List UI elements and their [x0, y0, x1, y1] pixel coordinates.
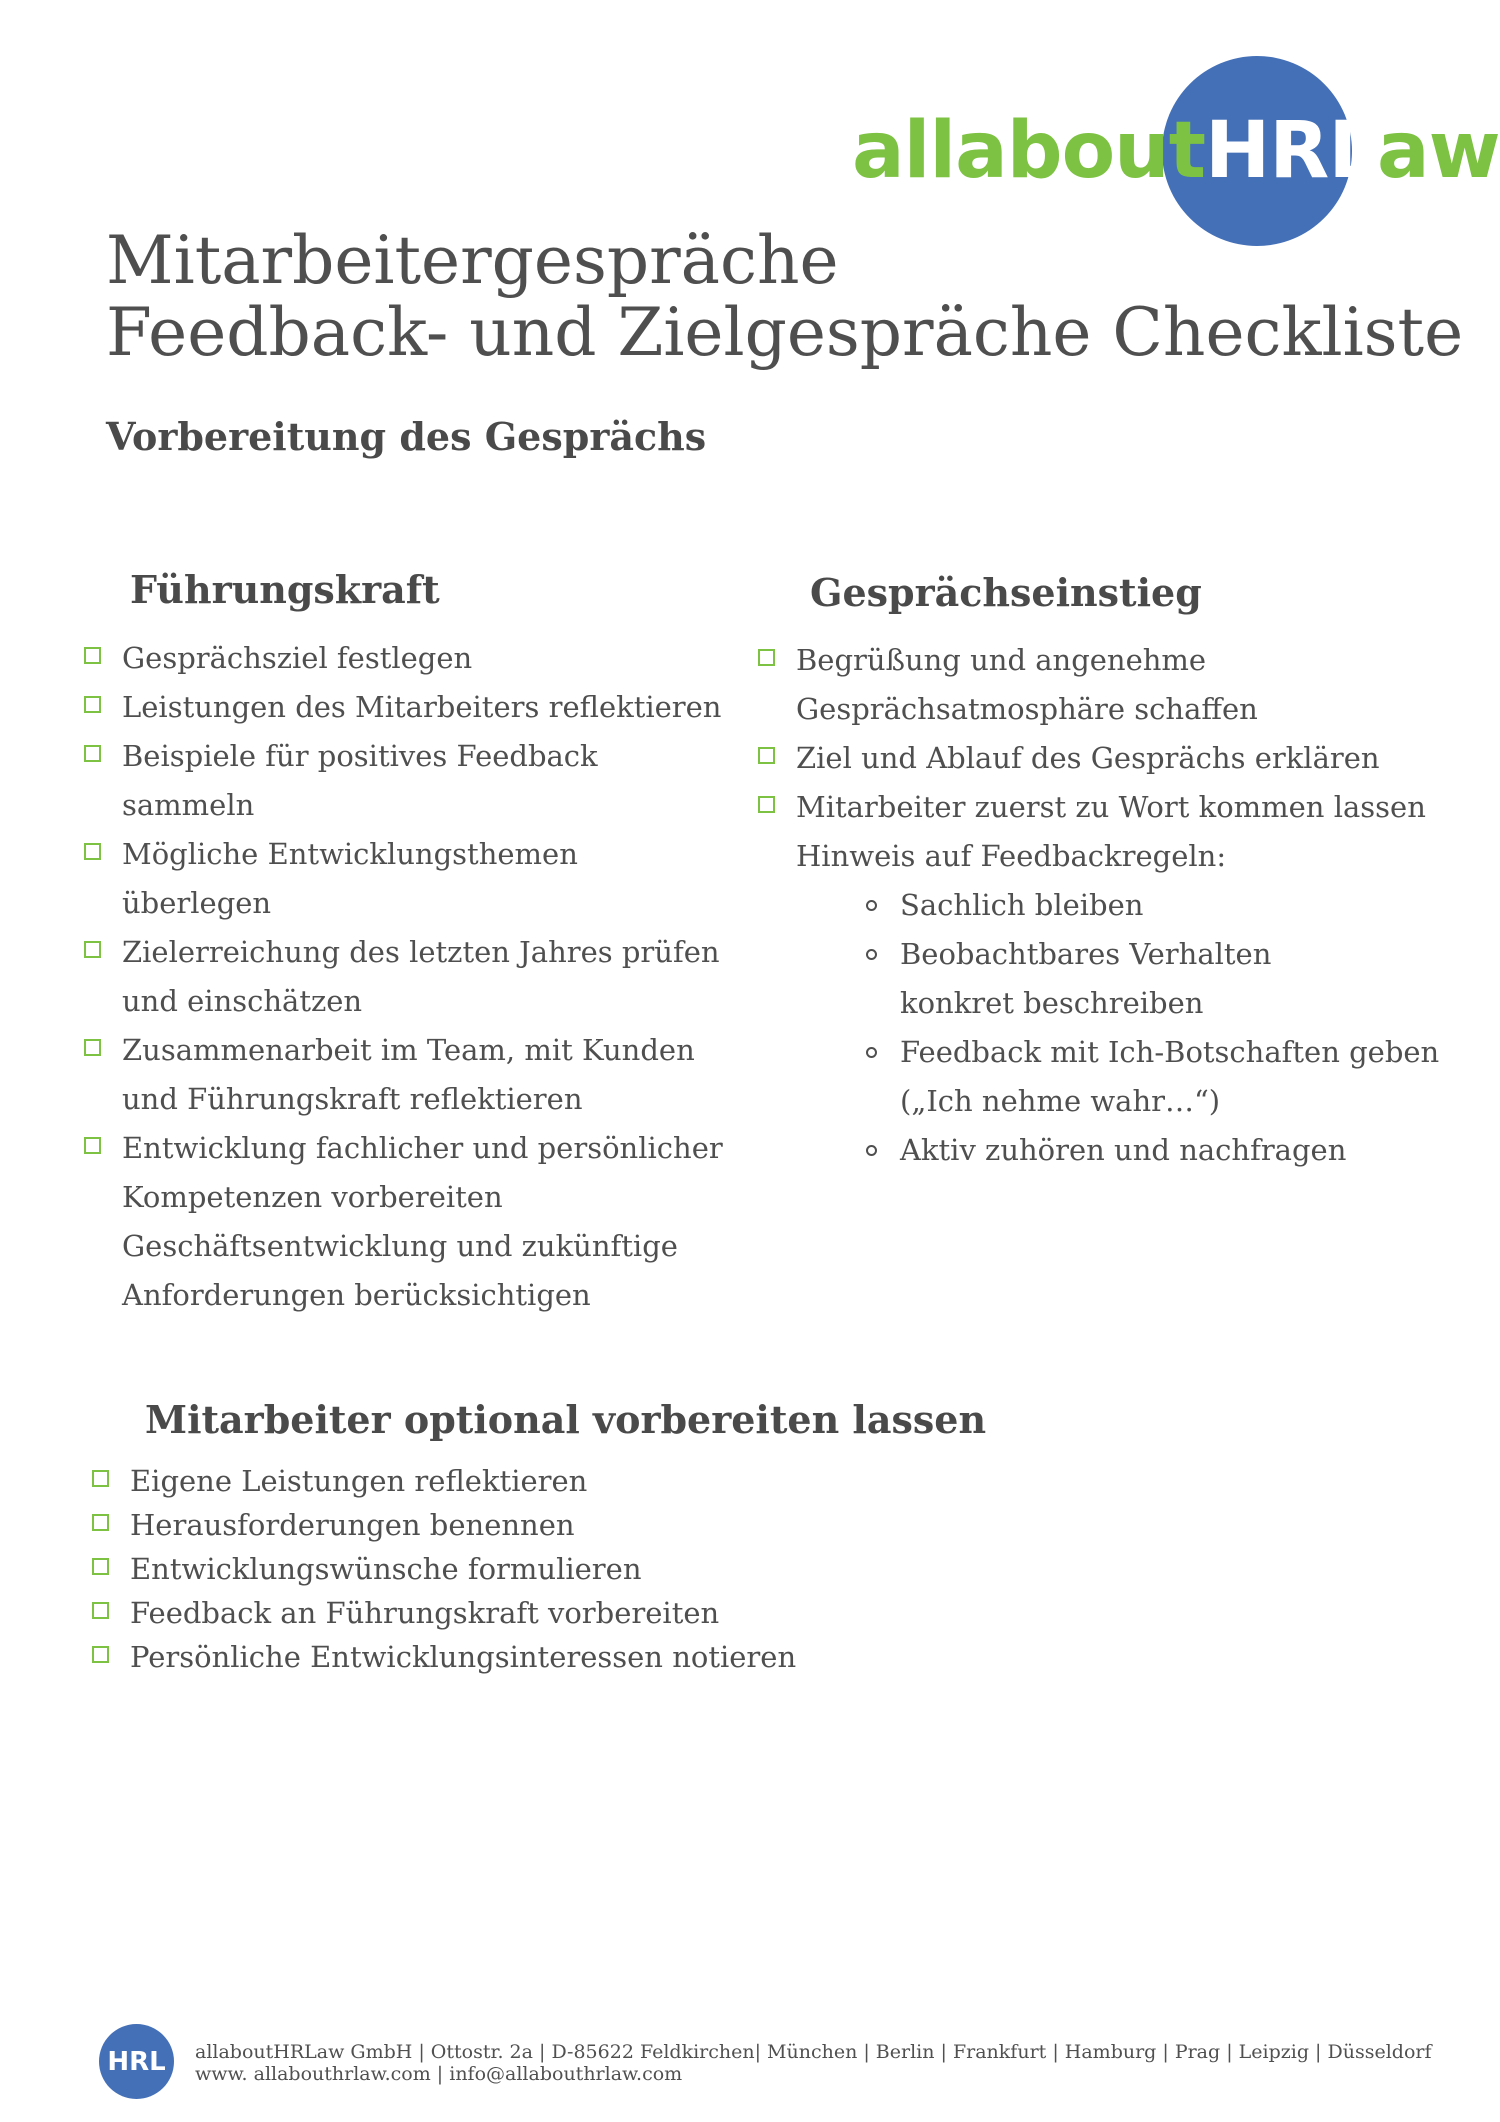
- checkbox[interactable]: [84, 696, 101, 713]
- heading-fuehrungskraft: Führungskraft: [130, 567, 440, 612]
- footer-logo: HRL: [99, 2024, 174, 2099]
- checkbox[interactable]: [84, 1039, 101, 1056]
- title-line-2: Feedback- und Zielgespräche Checkliste: [106, 294, 1464, 371]
- checklist-item: Zielerreichung des letzten Jahres prüfen und einschätzen: [84, 928, 724, 1026]
- checkbox[interactable]: [84, 1137, 101, 1154]
- section-subtitle: Vorbereitung des Gesprächs: [106, 414, 707, 459]
- rule-item: Feedback mit Ich-Botschaften geben („Ich nehme wahr…“): [758, 1028, 1488, 1126]
- checkbox[interactable]: [92, 1514, 109, 1531]
- mitarbeiter-checklist: [92, 1459, 992, 1679]
- checkbox[interactable]: [84, 745, 101, 762]
- checklist-item: Entwicklungswünsche formulieren: [92, 1547, 992, 1591]
- heading-gespraechseinstieg: Gesprächseinstieg: [810, 570, 1202, 615]
- checklist-item: Entwicklung fachlicher und persönlicher Kompetenzen vorbereiten: [84, 1124, 724, 1222]
- fuehrungskraft-checklist: [84, 634, 724, 1320]
- checklist-item: Mögliche Entwicklungsthemen überlegen: [84, 830, 724, 928]
- checklist-item: Zusammenarbeit im Team, mit Kunden und Führungskraft reflektieren: [84, 1026, 724, 1124]
- checkbox[interactable]: [84, 941, 101, 958]
- rule-item: Aktiv zuhören und nachfragen: [758, 1126, 1488, 1175]
- company-logo: [852, 56, 1500, 246]
- bullet-icon: [866, 1145, 877, 1156]
- checklist-item: Beispiele für positives Feedback sammeln: [84, 732, 724, 830]
- feedback-rules-list: [758, 881, 1488, 1175]
- footer-line-2: www. allabouthrlaw.com | info@allabouthrlaw.com: [195, 2063, 683, 2085]
- checklist-item: Leistungen des Mitarbeiters reflektieren: [84, 683, 724, 732]
- logo-part-hrl: HRL: [1204, 106, 1378, 196]
- einstieg-checklist: [758, 636, 1488, 1175]
- checklist-item: Persönliche Entwicklungsinteressen notieren: [92, 1635, 992, 1679]
- checklist-item: Ziel und Ablauf des Gesprächs erklären: [758, 734, 1488, 783]
- checklist-item: Herausforderungen benennen: [92, 1503, 992, 1547]
- bullet-icon: [866, 1047, 877, 1058]
- logo-part-allabout: allabout: [852, 106, 1205, 196]
- checkbox[interactable]: [758, 649, 775, 666]
- logo-part-aw: aw: [1377, 106, 1500, 196]
- footer-line-1: allaboutHRLaw GmbH | Ottostr. 2a | D-85622 Feldkirchen| München | Berlin | Frankfurt | Hamburg | Prag | Leipzig | Düsseldorf: [195, 2041, 1432, 2063]
- checkbox[interactable]: [92, 1470, 109, 1487]
- bullet-icon: [866, 900, 877, 911]
- checkbox[interactable]: [92, 1558, 109, 1575]
- checklist-item: Eigene Leistungen reflektieren: [92, 1459, 992, 1503]
- checkbox[interactable]: [758, 796, 775, 813]
- rule-item: Beobachtbares Verhalten konkret beschreiben: [758, 930, 1488, 1028]
- logo-wordmark: [852, 106, 1500, 196]
- footer-address: [195, 2041, 1432, 2085]
- checklist-item: Gesprächsziel festlegen: [84, 634, 724, 683]
- checkbox[interactable]: [84, 843, 101, 860]
- checklist-item: Begrüßung und angenehme Gesprächsatmosphäre schaffen: [758, 636, 1488, 734]
- heading-mitarbeiter: Mitarbeiter optional vorbereiten lassen: [145, 1397, 987, 1442]
- checkbox[interactable]: [92, 1602, 109, 1619]
- document-title: [106, 222, 1464, 371]
- checkbox[interactable]: [84, 647, 101, 664]
- checklist-item: Feedback an Führungskraft vorbereiten: [92, 1591, 992, 1635]
- checklist-item: Mitarbeiter zuerst zu Wort kommen lassen: [758, 783, 1488, 832]
- bullet-icon: [866, 949, 877, 960]
- checkbox[interactable]: [92, 1646, 109, 1663]
- title-line-1: Mitarbeitergespräche: [106, 222, 839, 299]
- checkbox[interactable]: [758, 747, 775, 764]
- rule-item: Sachlich bleiben: [758, 881, 1488, 930]
- feedback-rules-hint: Hinweis auf Feedbackregeln:: [796, 839, 1227, 873]
- checklist-note: Geschäftsentwicklung und zukünftige Anforderungen berücksichtigen: [122, 1229, 678, 1312]
